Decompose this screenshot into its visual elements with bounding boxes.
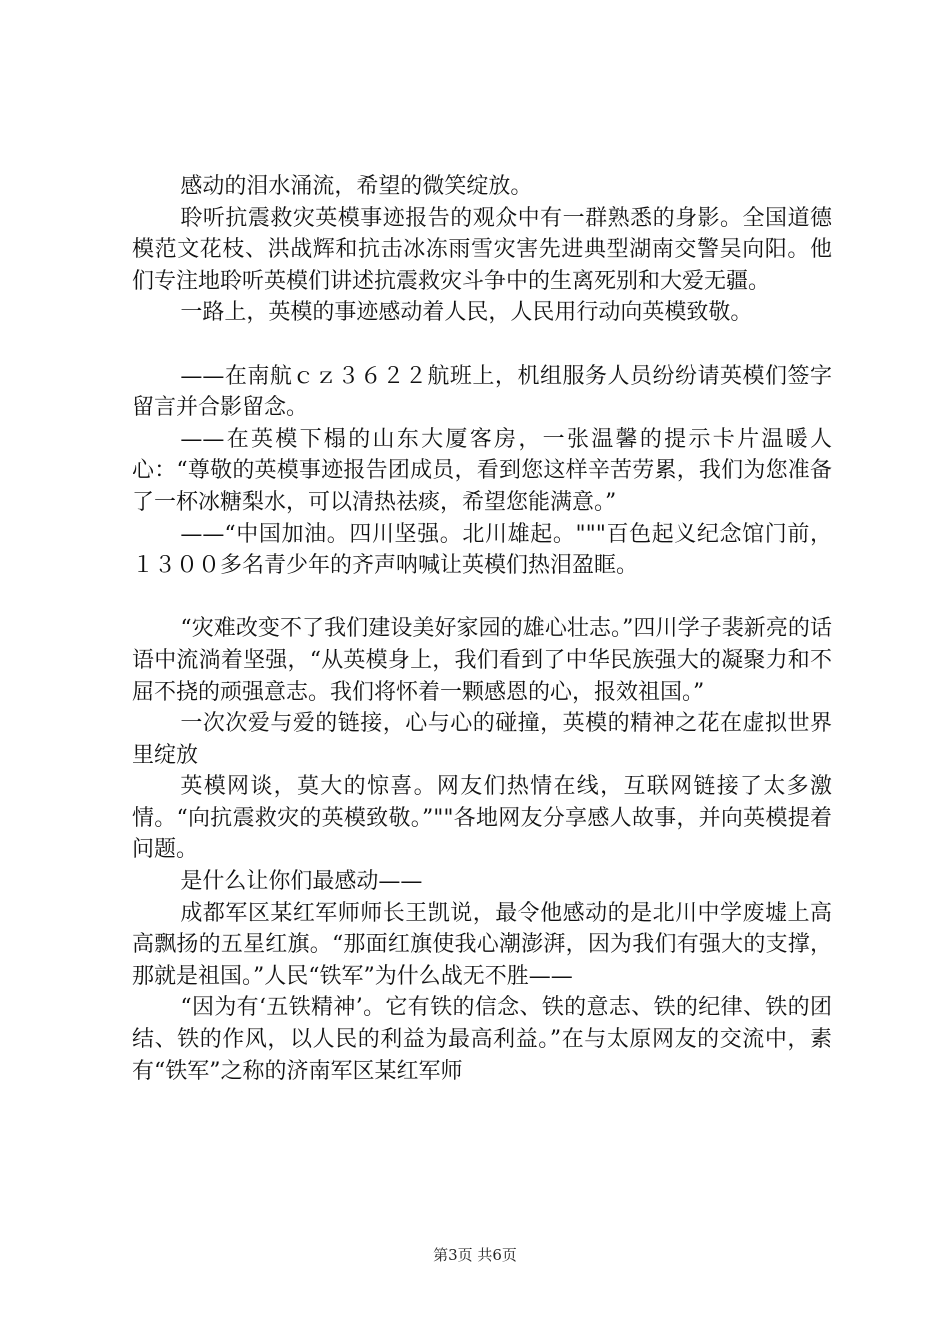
paragraph-spacer (132, 582, 832, 614)
paragraph: “灾难改变不了我们建设美好家园的雄心壮志。”四川学子裴新亮的话语中流淌着坚强，“从英模身上，我们看到了中华民族强大的凝聚力和不屈不挠的顽强意志。我们将怀着一颗感恩的心，报效祖国。” (132, 616, 832, 705)
paragraph: 一路上，英模的事迹感动着人民，人民用行动向英模致敬。 (180, 300, 753, 326)
paragraph-spacer (132, 329, 832, 361)
paragraph: 感动的泪水涌流，希望的微笑绽放。 (180, 174, 533, 199)
paragraph: 英模网谈，莫大的惊喜。网友们热情在线，互联网链接了太多激情。“向抗震救灾的英模致敬。”""各地网友分享感人故事，并向英模提着问题。 (132, 774, 832, 863)
document-body (132, 171, 832, 1087)
paragraph: 一次次爱与爱的链接，心与心的碰撞，英模的精神之花在虚拟世界里绽放 (132, 711, 832, 768)
paragraph: ——在南航ｃｚ３６２２航班上，机组服务人员纷纷请英模们签字留言并合影留念。 (132, 363, 832, 421)
page-number-footer: 第3页 共6页 (433, 1246, 517, 1264)
paragraph: “因为有‘五铁精神’。它有铁的信念、铁的意志、铁的纪律、铁的团结、铁的作风，以人民的利益为最高利益。”在与太原网友的交流中，素有“铁军”之称的济南军区某红军师 (132, 995, 832, 1084)
paragraph: ——“中国加油。四川坚强。北川雄起。"""百色起义纪念馆门前，１３００多名青少年的齐声呐喊让英模们热泪盈眶。 (132, 521, 832, 579)
paragraph: 是什么让你们最感动—— (180, 869, 423, 895)
paragraph: 聆听抗震救灾英模事迹报告的观众中有一群熟悉的身影。全国道德模范文花枝、洪战辉和抗击冰冻雨雪灾害先进典型湖南交警吴向阳。他们专注地聆听英模们讲述抗震救灾斗争中的生离死别和大爱无疆。 (132, 205, 832, 294)
paragraph: ——在英模下榻的山东大厦客房，一张温馨的提示卡片温暖人心：“尊敬的英模事迹报告团成员，看到您这样辛苦劳累，我们为您准备了一杯冰糖梨水，可以清热祛痰，希望您能满意。” (132, 426, 832, 515)
paragraph: 成都军区某红军师师长王凯说，最令他感动的是北川中学废墟上高高飘扬的五星红旗。“那面红旗使我心潮澎湃，因为我们有强大的支撑，那就是祖国。”人民“铁军”为什么战无不胜—— (132, 900, 832, 989)
